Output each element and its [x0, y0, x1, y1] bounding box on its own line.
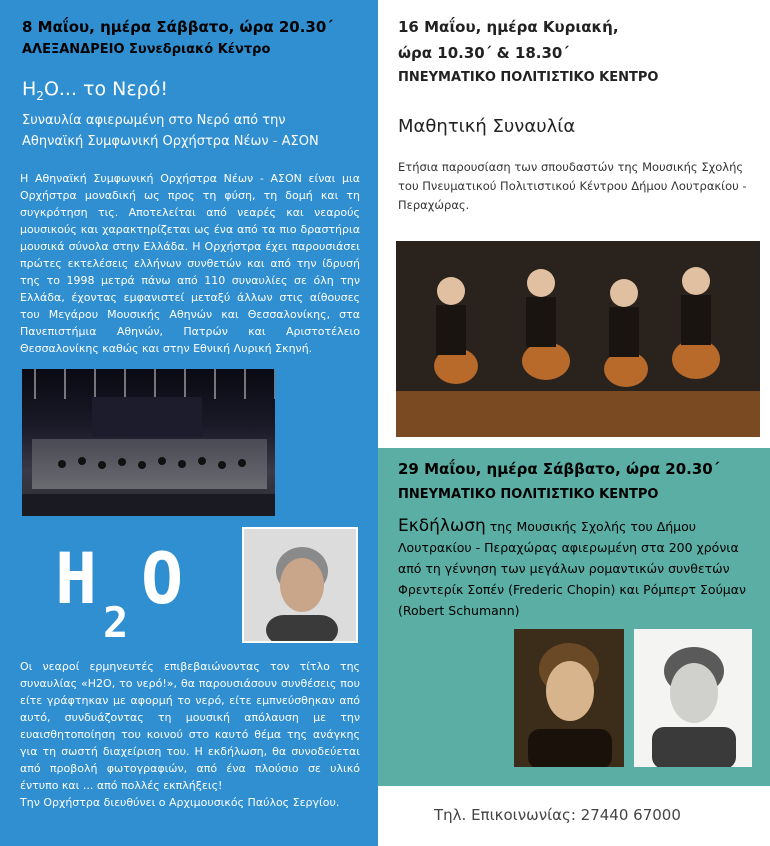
title-sub: 2 [36, 89, 44, 103]
contact-phone: Τηλ. Επικοινωνίας: 27440 67000 [434, 806, 681, 824]
title-rest: Ο... το Νερό! [43, 78, 168, 100]
orchestra-photo [22, 369, 275, 516]
event3-description [398, 516, 758, 621]
orchestra-musicians [22, 369, 275, 516]
event1-body2 [20, 658, 360, 811]
description-text: της Μουσικής Σχολής του Δήμου Λουτρακίου - Περαχώρας αφιερωμένη στα 200 χρόνια από τη γέννηση των μεγάλων ρομαντικών συνθετών Φρεντερίκ Σοπέν (Frederic Chopin) και Ρόμπερτ Σούμαν (Robert Schumann) [398, 519, 746, 618]
logo-h: H [55, 538, 98, 620]
chopin-icon [514, 629, 624, 767]
body2-text: Οι νεαροί ερμηνευτές επιβεβαιώνοντας τον τίτλο της συναυλίας «Η2Ο, το νερό!», θα παρουσιάσουν συνθέσεις που είτε γράφτηκαν με αφορμή το νερό, είτε εμπνεύσθηκαν από αυτό, συνδυάζοντας τη μουσική απόλαυση με την ευαισθητοποίηση του κοινού στο καυτό θέμα της ανάγκης για τη σωστή διαχείριση του. Η εκδήλωση, θα συνοδεύεται από προβολή φωτογραφιών, από ένα πλούσιο σε υλικό έντυπο και ... από πολλές εκπλήξεις! [20, 660, 360, 792]
event2-venue: ΠΝΕΥΜΑΤΙΚΟ ΠΟΛΙΤΙΣΤΙΚΟ ΚΕΝΤΡΟ [398, 70, 659, 85]
event3-date: 29 Μαΐου, ημέρα Σάββατο, ώρα 20.30΄ [398, 460, 720, 478]
h2o-logo [55, 537, 195, 647]
logo-2: 2 [103, 598, 129, 647]
guitar-students [396, 241, 760, 437]
conductor-portrait [242, 527, 358, 643]
event1-subtitle [22, 110, 362, 152]
lead-word: Εκδήλωση [398, 516, 486, 536]
logo-o: O [141, 538, 184, 620]
person-icon [244, 529, 356, 641]
schumann-icon [634, 629, 752, 767]
students-photo [396, 241, 760, 437]
event1-title [22, 78, 168, 103]
event2-title: Μαθητική Συναυλία [398, 116, 576, 137]
subtitle-line2: Αθηναϊκή Συμφωνική Ορχήστρα Νέων - ΑΣΟΝ [22, 134, 319, 149]
schumann-portrait [634, 629, 752, 767]
subtitle-line1: Συναυλία αφιερωμένη στο Νερό από την [22, 113, 286, 128]
event2-date-line1: 16 Μαΐου, ημέρα Κυριακή, [398, 18, 619, 36]
event2-description: Ετήσια παρουσίαση των σπουδαστών της Μουσικής Σχολής του Πνευματικού Πολιτιστικού Κέντρου Δήμου Λουτρακίου - Περαχώρας. [398, 160, 747, 212]
title-h: Η [22, 78, 37, 100]
body2-conductor: Την Ορχήστρα διευθύνει ο Αρχιμουσικός Παύλος Σεργίου. [20, 796, 340, 809]
event1-date: 8 Μαΐου, ημέρα Σάββατο, ώρα 20.30΄ [22, 18, 333, 36]
event2-date-line2: ώρα 10.30΄ & 18.30΄ [398, 44, 569, 62]
event1-body: Η Αθηναϊκή Συμφωνική Ορχήστρα Νέων - ΑΣΟΝ είναι μια Ορχήστρα μοναδική ως προς τη φύση, τη δομή και τη συγκρότηση τις. Αποτελείται από νεαρές και νεαρούς μουσικούς και χαρακτηρίζεται ως ένα από τα πιο δραστήρια μουσικά σύνολα στην Ελλάδα. Η Ορχήστρα έχει παρουσιάσει πρώτες εκτελέσεις ελλήνων συνθετών και από την ίδρυσή της το 1998 μετρά πάνω από 110 συναυλίες σε όλη την Ελλάδα, έχοντας εμφανιστεί μεταξύ άλλων στις αίθουσες του Μεγάρου Μουσικής Αθηνών και Θεσσαλονίκης, στα Πανεπιστήμια Αθηνών, Πατρών και Αριστοτέλειο Θεσσαλονίκης καθώς και στην Εθνική Λυρική Σκηνή. [20, 172, 360, 355]
chopin-portrait [514, 629, 624, 767]
event1-venue: ΑΛΕΞΑΝΔΡΕΙΟ Συνεδριακό Κέντρο [22, 42, 271, 57]
event3-venue: ΠΝΕΥΜΑΤΙΚΟ ΠΟΛΙΤΙΣΤΙΚΟ ΚΕΝΤΡΟ [398, 487, 659, 502]
